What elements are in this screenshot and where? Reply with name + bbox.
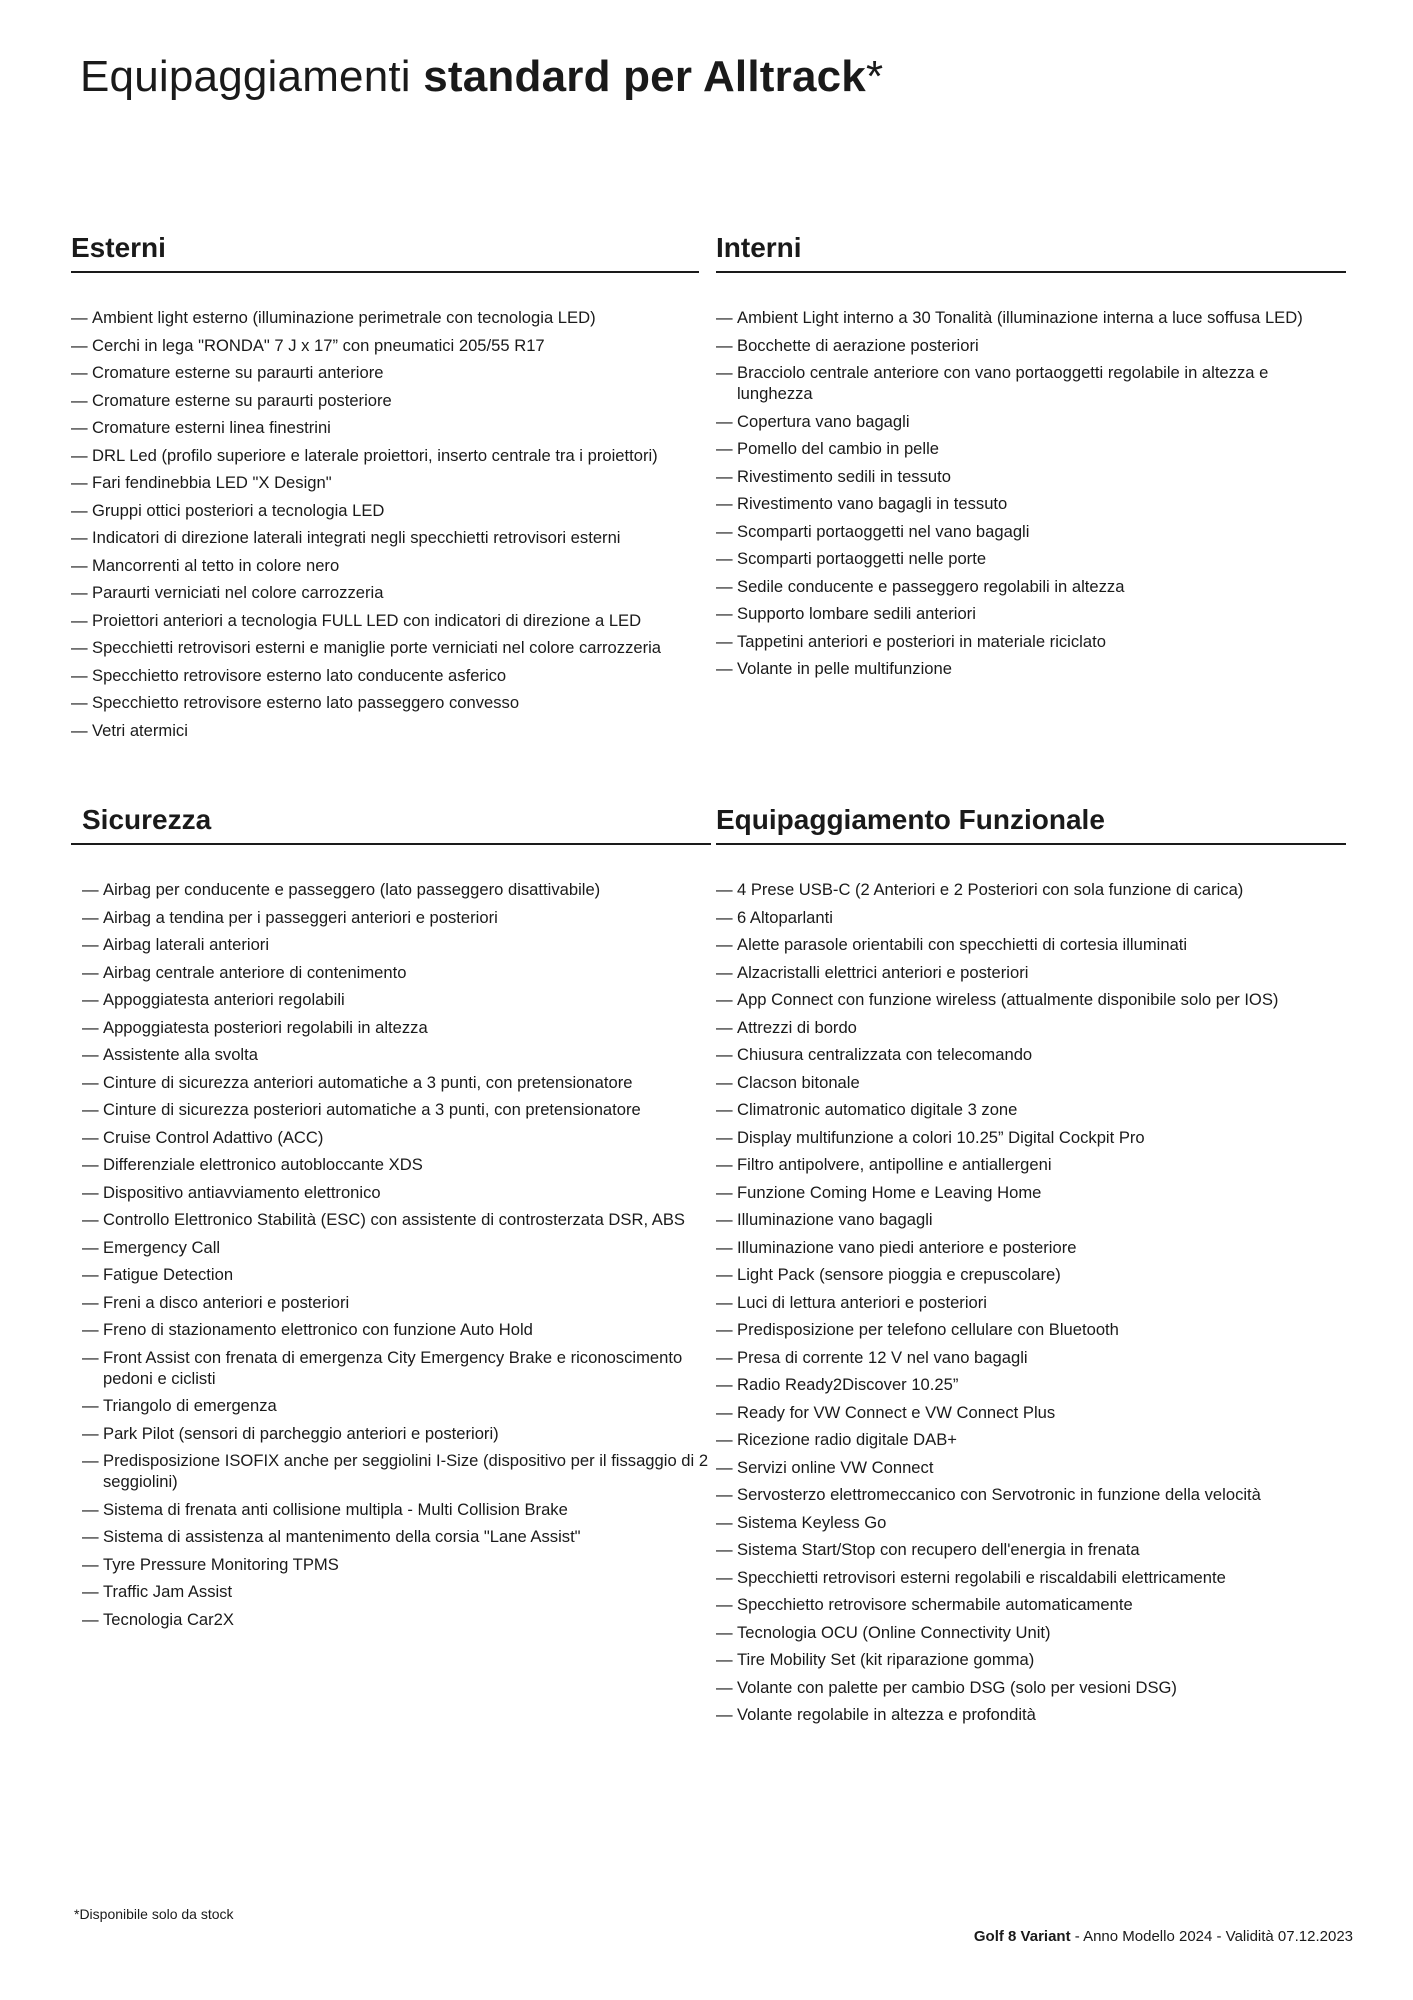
section-funzionale (716, 804, 1346, 1732)
list-item: — Illuminazione vano piedi anteriore e posteriore (716, 1237, 1346, 1258)
list-item: — Servizi online VW Connect (716, 1457, 1346, 1478)
item-list (71, 879, 711, 1630)
list-item: — Specchietti retrovisori esterni e maniglie porte verniciati nel colore carrozzeria (71, 637, 699, 658)
page-title-light: Equipaggiamenti (80, 52, 411, 101)
list-item: — Park Pilot (sensori di parcheggio anteriori e posteriori) (82, 1423, 711, 1444)
list-item: — Specchietto retrovisore esterno lato conducente asferico (71, 665, 699, 686)
list-item: — Illuminazione vano bagagli (716, 1209, 1346, 1230)
list-item: — Volante regolabile in altezza e profondità (716, 1704, 1346, 1725)
list-item: — Pomello del cambio in pelle (716, 438, 1346, 459)
list-item: — Ambient Light interno a 30 Tonalità (illuminazione interna a luce soffusa LED) (716, 307, 1346, 328)
list-item: — Cruise Control Adattivo (ACC) (82, 1127, 711, 1148)
list-item: — Vetri atermici (71, 720, 699, 741)
list-item: — Fatigue Detection (82, 1264, 711, 1285)
footer-details: - Anno Modello 2024 - Validità 07.12.2023 (1070, 1928, 1353, 1945)
list-item: — Climatronic automatico digitale 3 zone (716, 1099, 1346, 1120)
page-title-asterisk: * (865, 52, 884, 101)
list-item: — Cinture di sicurezza posteriori automatiche a 3 punti, con pretensionatore (82, 1099, 711, 1120)
list-item: — Luci di lettura anteriori e posteriori (716, 1292, 1346, 1313)
list-item: — Light Pack (sensore pioggia e crepuscolare) (716, 1264, 1346, 1285)
footer-validity (974, 1928, 1353, 1945)
list-item: — Sistema di assistenza al mantenimento della corsia "Lane Assist" (82, 1526, 711, 1547)
list-item: — Appoggiatesta anteriori regolabili (82, 989, 711, 1010)
list-item: — Tire Mobility Set (kit riparazione gomma) (716, 1649, 1346, 1670)
list-item: — Presa di corrente 12 V nel vano bagagli (716, 1347, 1346, 1368)
list-item: — Airbag a tendina per i passeggeri anteriori e posteriori (82, 907, 711, 928)
list-item: — Sistema Start/Stop con recupero dell'energia in frenata (716, 1539, 1346, 1560)
section-sicurezza (71, 804, 711, 1636)
list-item: — Bocchette di aerazione posteriori (716, 335, 1346, 356)
section-heading: Esterni (71, 232, 699, 273)
list-item: — Tyre Pressure Monitoring TPMS (82, 1554, 711, 1575)
list-item: — Traffic Jam Assist (82, 1581, 711, 1602)
list-item: — Cromature esterne su paraurti anteriore (71, 362, 699, 383)
list-item: — Cromature esterni linea finestrini (71, 417, 699, 438)
list-item: — Proiettori anteriori a tecnologia FULL LED con indicatori di direzione a LED (71, 610, 699, 631)
list-item: — Rivestimento vano bagagli in tessuto (716, 493, 1346, 514)
list-item: — App Connect con funzione wireless (attualmente disponibile solo per IOS) (716, 989, 1346, 1010)
list-item: — Specchietto retrovisore esterno lato passeggero convesso (71, 692, 699, 713)
list-item: — Tecnologia Car2X (82, 1609, 711, 1630)
list-item: — Volante in pelle multifunzione (716, 658, 1346, 679)
section-heading: Sicurezza (71, 804, 711, 845)
list-item: — Emergency Call (82, 1237, 711, 1258)
list-item: — Tecnologia OCU (Online Connectivity Unit) (716, 1622, 1346, 1643)
list-item: — Ricezione radio digitale DAB+ (716, 1429, 1346, 1450)
list-item: — Appoggiatesta posteriori regolabili in altezza (82, 1017, 711, 1038)
list-item: — Radio Ready2Discover 10.25” (716, 1374, 1346, 1395)
list-item: — Predisposizione ISOFIX anche per seggiolini I-Size (dispositivo per il fissaggio di 2 seggiolini) (82, 1450, 711, 1492)
list-item: — Supporto lombare sedili anteriori (716, 603, 1346, 624)
list-item: — Ambient light esterno (illuminazione perimetrale con tecnologia LED) (71, 307, 699, 328)
list-item: — Volante con palette per cambio DSG (solo per vesioni DSG) (716, 1677, 1346, 1698)
list-item: — Controllo Elettronico Stabilità (ESC) con assistente di controsterzata DSR, ABS (82, 1209, 711, 1230)
list-item: — Ready for VW Connect e VW Connect Plus (716, 1402, 1346, 1423)
list-item: — Mancorrenti al tetto in colore nero (71, 555, 699, 576)
list-item: — Specchietti retrovisori esterni regolabili e riscaldabili elettricamente (716, 1567, 1346, 1588)
list-item: — Indicatori di direzione laterali integrati negli specchietti retrovisori esterni (71, 527, 699, 548)
list-item: — Sistema di frenata anti collisione multipla - Multi Collision Brake (82, 1499, 711, 1520)
list-item: — Scomparti portaoggetti nelle porte (716, 548, 1346, 569)
list-item: — Predisposizione per telefono cellulare con Bluetooth (716, 1319, 1346, 1340)
list-item: — Specchietto retrovisore schermabile automaticamente (716, 1594, 1346, 1615)
list-item: — Differenziale elettronico autobloccante XDS (82, 1154, 711, 1175)
list-item: — Airbag centrale anteriore di contenimento (82, 962, 711, 983)
list-item: — Funzione Coming Home e Leaving Home (716, 1182, 1346, 1203)
list-item: — Display multifunzione a colori 10.25” Digital Cockpit Pro (716, 1127, 1346, 1148)
page-title (80, 52, 883, 102)
list-item: — Cinture di sicurezza anteriori automatiche a 3 punti, con pretensionatore (82, 1072, 711, 1093)
list-item: — Assistente alla svolta (82, 1044, 711, 1065)
list-item: — 4 Prese USB-C (2 Anteriori e 2 Posteriori con sola funzione di carica) (716, 879, 1346, 900)
footer-model: Golf 8 Variant (973, 1928, 1071, 1945)
section-heading: Interni (716, 232, 1346, 273)
section-heading: Equipaggiamento Funzionale (716, 804, 1346, 845)
list-item: — Airbag laterali anteriori (82, 934, 711, 955)
section-interni (716, 232, 1346, 686)
list-item: — Rivestimento sedili in tessuto (716, 466, 1346, 487)
list-item: — Sistema Keyless Go (716, 1512, 1346, 1533)
list-item: — Sedile conducente e passeggero regolabili in altezza (716, 576, 1346, 597)
item-list (716, 879, 1346, 1725)
list-item: — Front Assist con frenata di emergenza City Emergency Brake e riconoscimento pedoni e ciclisti (82, 1347, 711, 1389)
list-item: — DRL Led (profilo superiore e laterale proiettori, inserto centrale tra i proiettori) (71, 445, 699, 466)
list-item: — 6 Altoparlanti (716, 907, 1346, 928)
list-item: — Tappetini anteriori e posteriori in materiale riciclato (716, 631, 1346, 652)
list-item: — Fari fendinebbia LED "X Design" (71, 472, 699, 493)
item-list (71, 307, 699, 741)
list-item: — Chiusura centralizzata con telecomando (716, 1044, 1346, 1065)
list-item: — Scomparti portaoggetti nel vano bagagli (716, 521, 1346, 542)
list-item: — Cromature esterne su paraurti posteriore (71, 390, 699, 411)
list-item: — Gruppi ottici posteriori a tecnologia LED (71, 500, 699, 521)
list-item: — Paraurti verniciati nel colore carrozzeria (71, 582, 699, 603)
list-item: — Filtro antipolvere, antipolline e antiallergeni (716, 1154, 1346, 1175)
list-item: — Copertura vano bagagli (716, 411, 1346, 432)
list-item: — Servosterzo elettromeccanico con Servotronic in funzione della velocità (716, 1484, 1346, 1505)
list-item: — Dispositivo antiavviamento elettronico (82, 1182, 711, 1203)
list-item: — Alette parasole orientabili con specchietti di cortesia illuminati (716, 934, 1346, 955)
list-item: — Airbag per conducente e passeggero (lato passeggero disattivabile) (82, 879, 711, 900)
list-item: — Bracciolo centrale anteriore con vano portaoggetti regolabile in altezza e lunghezza (716, 362, 1346, 404)
list-item: — Freno di stazionamento elettronico con funzione Auto Hold (82, 1319, 711, 1340)
list-item: — Triangolo di emergenza (82, 1395, 711, 1416)
section-esterni (71, 232, 699, 747)
page-title-bold: standard per Alltrack (423, 52, 866, 101)
list-item: — Clacson bitonale (716, 1072, 1346, 1093)
list-item: — Freni a disco anteriori e posteriori (82, 1292, 711, 1313)
footnote: *Disponibile solo da stock (74, 1906, 234, 1922)
list-item: — Alzacristalli elettrici anteriori e posteriori (716, 962, 1346, 983)
item-list (716, 307, 1346, 679)
list-item: — Attrezzi di bordo (716, 1017, 1346, 1038)
list-item: — Cerchi in lega "RONDA" 7 J x 17” con pneumatici 205/55 R17 (71, 335, 699, 356)
